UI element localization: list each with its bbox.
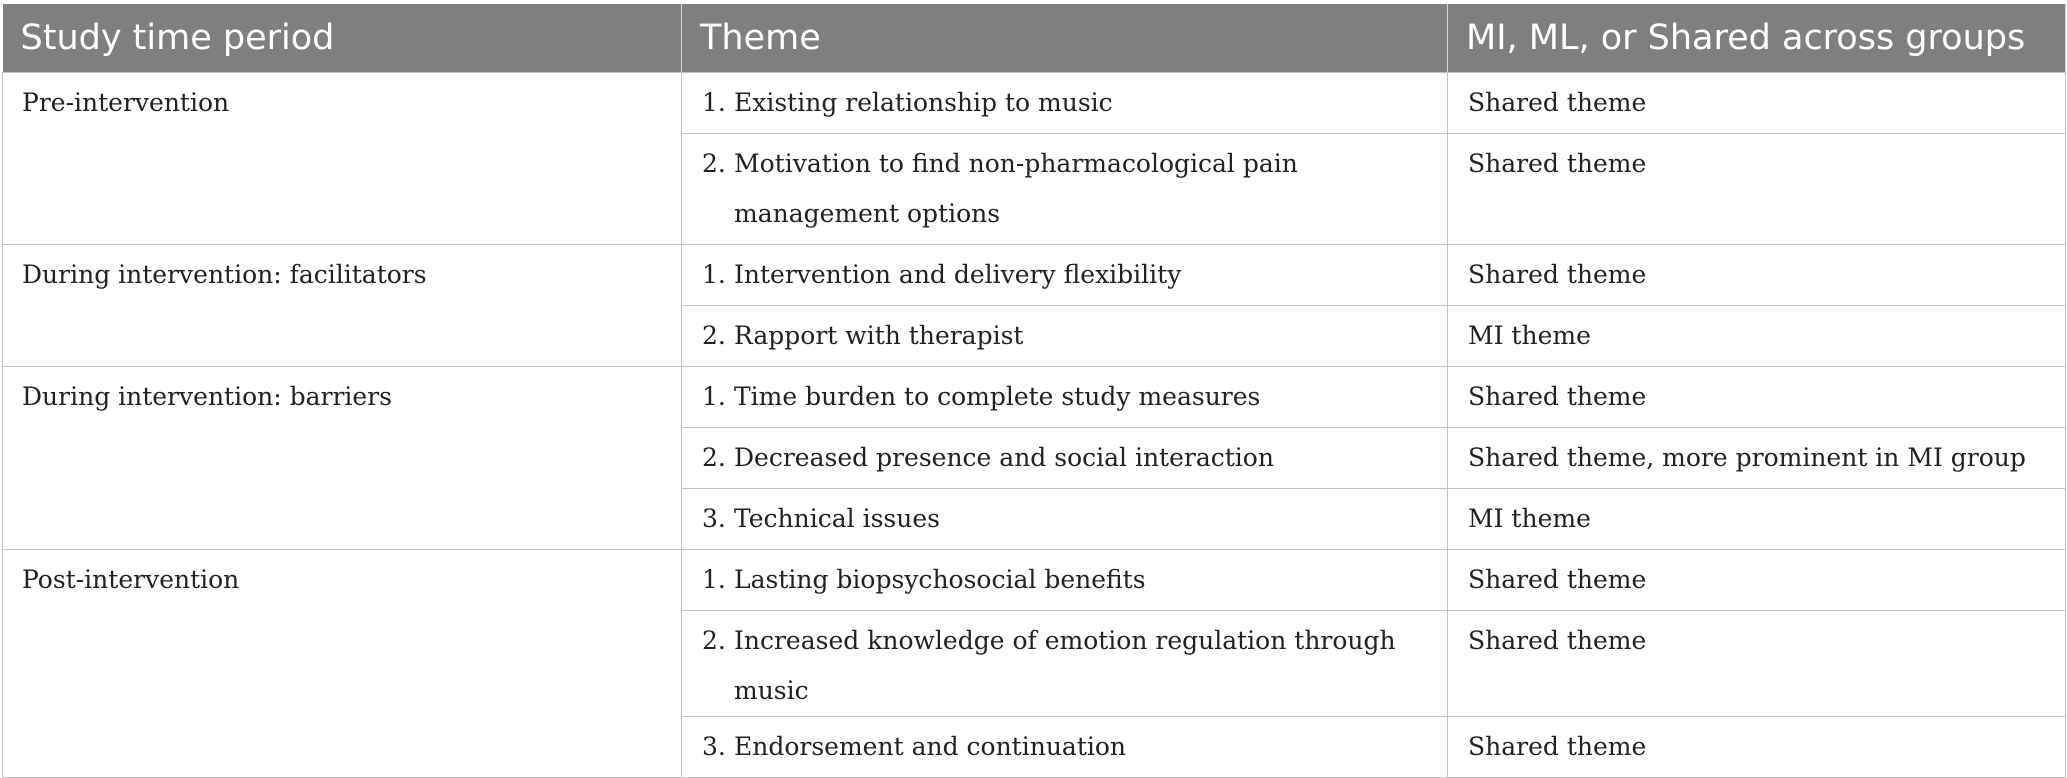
group-cell [1448, 245, 2066, 306]
period-cell [3, 73, 682, 245]
themes-table-container [2, 4, 2065, 778]
theme-cell [682, 367, 1448, 428]
group-text: Shared theme [1468, 565, 1647, 594]
theme-number: 2. [702, 149, 726, 178]
theme-number: 1. [702, 88, 726, 117]
group-cell [1448, 367, 2066, 428]
theme-number: 3. [702, 732, 726, 761]
theme-number: 3. [702, 504, 726, 533]
period-cell [3, 550, 682, 778]
period-label: During intervention: barriers [22, 382, 392, 411]
group-text: MI theme [1468, 321, 1591, 350]
group-text: Shared theme, more prominent in MI group [1468, 443, 2026, 472]
theme-number: 1. [702, 260, 726, 289]
theme-cell [682, 245, 1448, 306]
group-text: MI theme [1468, 504, 1591, 533]
theme-number: 1. [702, 565, 726, 594]
header-theme: Theme [682, 4, 1448, 73]
group-cell [1448, 717, 2066, 778]
theme-text: Intervention and delivery flexibility [734, 260, 1182, 289]
group-cell [1448, 550, 2066, 611]
themes-table [2, 4, 2066, 778]
theme-text: Rapport with therapist [734, 321, 1024, 350]
theme-cell [682, 717, 1448, 778]
group-text: Shared theme [1468, 626, 1647, 655]
theme-text: Technical issues [734, 504, 940, 533]
period-cell [3, 367, 682, 550]
group-text: Shared theme [1468, 732, 1647, 761]
theme-text: Existing relationship to music [734, 88, 1113, 117]
theme-cell [682, 489, 1448, 550]
group-cell [1448, 306, 2066, 367]
theme-cell [682, 306, 1448, 367]
theme-cell [682, 428, 1448, 489]
group-cell [1448, 73, 2066, 134]
table-row [3, 550, 2066, 611]
theme-number: 2. [702, 626, 726, 655]
group-text: Shared theme [1468, 260, 1647, 289]
group-text: Shared theme [1468, 88, 1647, 117]
period-label: Post-intervention [22, 565, 240, 594]
theme-text: Increased knowledge of emotion regulation through music [734, 626, 1396, 705]
theme-text: Decreased presence and social interaction [734, 443, 1274, 472]
table-row [3, 73, 2066, 134]
theme-number: 2. [702, 443, 726, 472]
theme-text: Lasting biopsychosocial benefits [734, 565, 1146, 594]
period-label: During intervention: facilitators [22, 260, 427, 289]
group-cell [1448, 611, 2066, 717]
period-cell [3, 245, 682, 367]
table-row [3, 245, 2066, 306]
group-cell [1448, 134, 2066, 245]
theme-number: 1. [702, 382, 726, 411]
theme-number: 2. [702, 321, 726, 350]
period-label: Pre-intervention [22, 88, 230, 117]
table-body [3, 73, 2066, 778]
table-header [3, 4, 2066, 73]
theme-cell [682, 611, 1448, 717]
theme-text: Endorsement and continuation [734, 732, 1127, 761]
theme-text: Motivation to find non-pharmacological pain management options [734, 149, 1298, 228]
group-cell [1448, 489, 2066, 550]
theme-cell [682, 134, 1448, 245]
theme-cell [682, 550, 1448, 611]
theme-cell [682, 73, 1448, 134]
header-group: MI, ML, or Shared across groups [1448, 4, 2066, 73]
header-study-time-period: Study time period [3, 4, 682, 73]
table-row [3, 367, 2066, 428]
group-cell [1448, 428, 2066, 489]
group-text: Shared theme [1468, 382, 1647, 411]
theme-text: Time burden to complete study measures [734, 382, 1261, 411]
group-text: Shared theme [1468, 149, 1647, 178]
